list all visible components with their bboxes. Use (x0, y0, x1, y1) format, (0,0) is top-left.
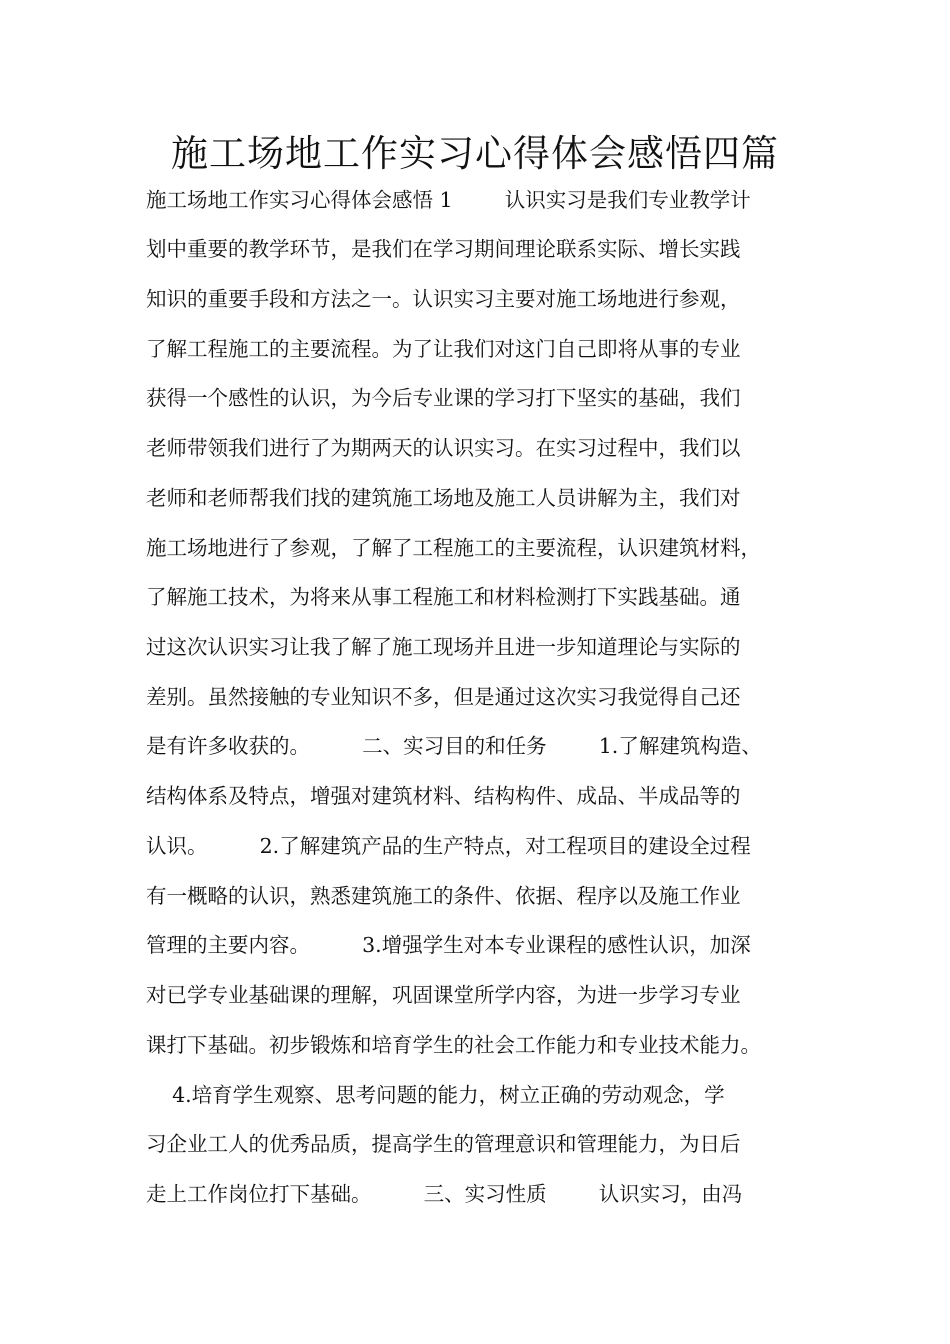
body-line-14: 认识。 2.了解建筑产品的生产特点，对工程项目的建设全过程 (146, 834, 751, 858)
body-line-13: 结构体系及特点，增强对建筑材料、结构构件、成品、半成品等的 (146, 784, 741, 808)
body-line-11: 差别。虽然接触的专业知识不多，但是通过这次实习我觉得自己还 (146, 685, 741, 709)
body-line-19: 4.培育学生观察、思考问题的能力，树立正确的劳动观念，学 (146, 1083, 725, 1107)
body-line-3: 知识的重要手段和方法之一。认识实习主要对施工场地进行参观， (146, 287, 741, 311)
body-line-9: 了解施工技术，为将来从事工程施工和材料检测打下实践基础。通 (146, 585, 741, 609)
body-line-5: 获得一个感性的认识，为今后专业课的学习打下坚实的基础，我们 (146, 386, 741, 410)
body-line-17: 对已学专业基础课的理解，巩固课堂所学内容，为进一步学习专业 (146, 983, 741, 1007)
body-line-18: 课打下基础。初步锻炼和培育学生的社会工作能力和专业技术能力。 (146, 1033, 761, 1057)
body-line-16: 管理的主要内容。 3.增强学生对本专业课程的感性认识，加深 (146, 933, 751, 957)
body-line-15: 有一概略的认识，熟悉建筑施工的条件、依据、程序以及施工作业 (146, 884, 741, 908)
body-line-12: 是有许多收获的。 二、实习目的和任务 1.了解建筑构造、 (146, 734, 762, 758)
body-line-7: 老师和老师帮我们找的建筑施工场地及施工人员讲解为主，我们对 (146, 486, 741, 510)
body-line-21: 走上工作岗位打下基础。 三、实习性质 认识实习，由冯 (146, 1182, 743, 1206)
body-line-1: 施工场地工作实习心得体会感悟 1 认识实习是我们专业教学计 (146, 188, 751, 212)
document-title: 施工场地工作实习心得体会感悟四篇 (171, 132, 779, 175)
body-line-2: 划中重要的教学环节，是我们在学习期间理论联系实际、增长实践 (146, 237, 741, 261)
body-line-8: 施工场地进行了参观，了解了工程施工的主要流程，认识建筑材料， (146, 536, 761, 560)
body-line-10: 过这次认识实习让我了解了施工现场并且进一步知道理论与实际的 (146, 635, 741, 659)
body-line-4: 了解工程施工的主要流程。为了让我们对这门自己即将从事的专业 (146, 337, 741, 361)
body-line-6: 老师带领我们进行了为期两天的认识实习。在实习过程中，我们以 (146, 436, 741, 460)
body-line-20: 习企业工人的优秀品质，提高学生的管理意识和管理能力，为日后 (146, 1132, 741, 1156)
